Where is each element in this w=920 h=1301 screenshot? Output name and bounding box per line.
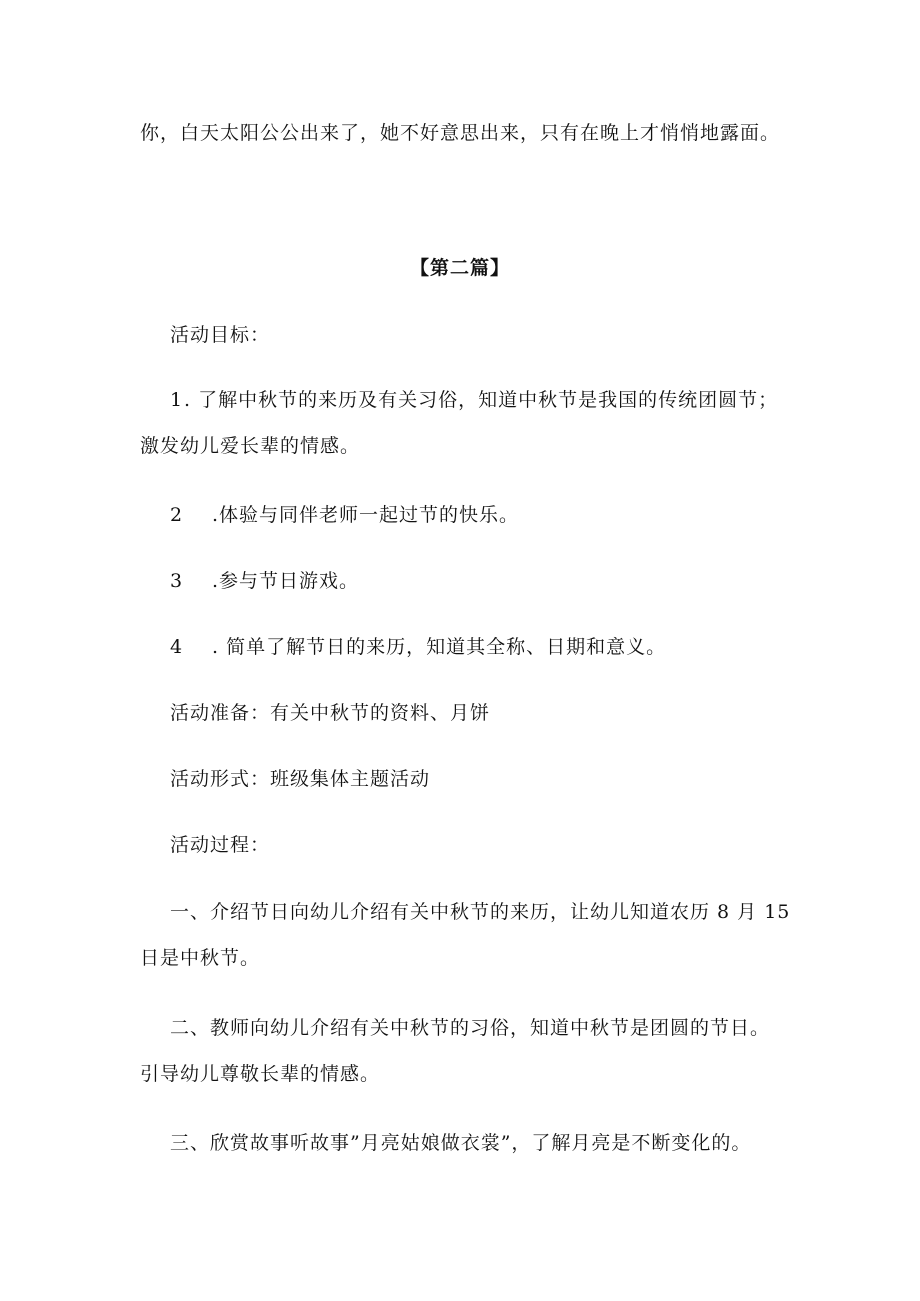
intro-paragraph: 你，白天太阳公公出来了，她不好意思出来，只有在晚上才悄悄地露面。 — [140, 122, 781, 144]
process-label: 活动过程： — [170, 834, 271, 856]
goal-number: 1 — [170, 389, 184, 411]
goal-text: . 了解中秋节的来历及有关习俗，知道中秋节是我国的传统团圆节； — [184, 389, 779, 411]
process-step-2: 二、教师向幼儿介绍有关中秋节的习俗，知道中秋节是团圆的节日。 — [170, 1017, 771, 1039]
section-title: 【第二篇】 — [409, 257, 510, 279]
goal-number: 4 — [170, 636, 184, 658]
goal-number: 3 — [170, 570, 184, 592]
process-step-3: 三、欣赏故事听故事”月亮姑娘做衣裳”，了解月亮是不断变化的。 — [170, 1132, 752, 1154]
process-step-1-continuation: 日是中秋节。 — [140, 947, 261, 969]
goal-item-1 — [170, 388, 778, 412]
goal-text: . 简单了解节日的来历，知道其全称、日期和意义。 — [212, 636, 667, 658]
goals-label: 活动目标： — [170, 324, 271, 346]
goal-text: .体验与同伴老师一起过节的快乐。 — [212, 504, 520, 526]
goal-item-2 — [170, 503, 519, 527]
form-line: 活动形式：班级集体主题活动 — [170, 768, 431, 790]
goal-text: .参与节日游戏。 — [212, 570, 360, 592]
process-step-1: 一、介绍节日向幼儿介绍有关中秋节的来历，让幼儿知道农历 8 月 15 — [170, 901, 791, 923]
goal-item-3 — [170, 569, 359, 593]
goal-item-1-continuation: 激发幼儿爱长辈的情感。 — [140, 435, 361, 457]
goal-number: 2 — [170, 504, 184, 526]
preparation-line: 活动准备：有关中秋节的资料、月饼 — [170, 702, 491, 724]
goal-item-4 — [170, 635, 666, 659]
process-step-2-continuation: 引导幼儿尊敬长辈的情感。 — [140, 1063, 381, 1085]
